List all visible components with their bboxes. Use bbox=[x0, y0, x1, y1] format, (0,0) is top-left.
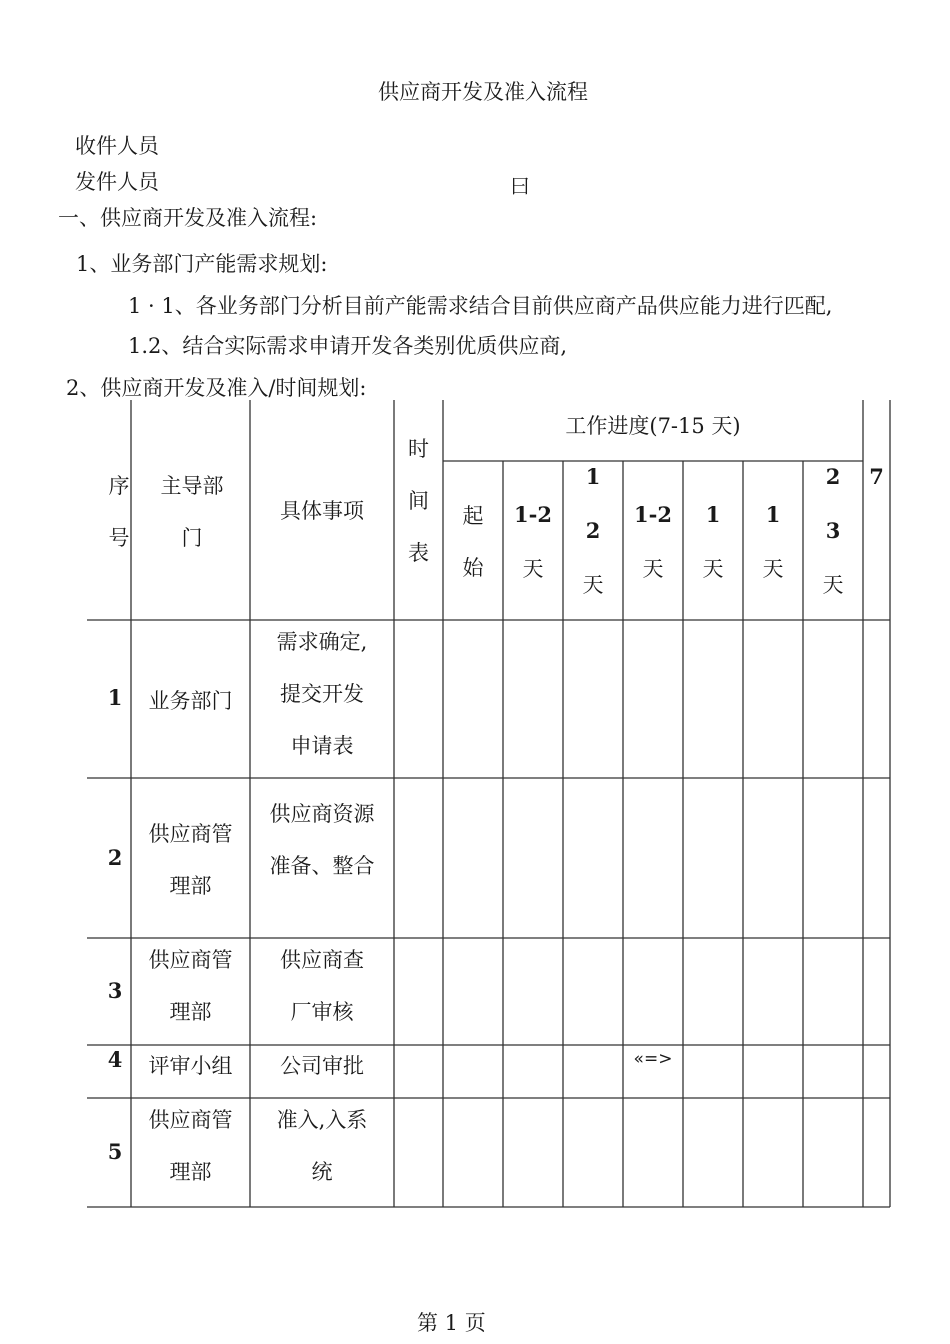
row-5-dept: 供应商管 理部 bbox=[148, 1108, 233, 1184]
day-col-6: 1 天 bbox=[762, 502, 784, 581]
date-char: 曰 bbox=[510, 174, 530, 198]
row-2-dept: 供应商管 理部 bbox=[148, 822, 233, 898]
row-4-arrow-marker: «=> bbox=[633, 1049, 673, 1069]
row-2-task: 供应商资源 准备、整合 bbox=[269, 802, 375, 878]
page-footer: 第 1 页 bbox=[417, 1311, 486, 1335]
row-1-no: 1 bbox=[107, 685, 123, 710]
day-col-8: 7 bbox=[869, 464, 884, 489]
document-title: 供应商开发及准入流程 bbox=[378, 80, 588, 104]
item-1-heading: 1、业务部门产能需求规划: bbox=[76, 252, 328, 276]
row-4-dept: 评审小组 bbox=[148, 1054, 233, 1078]
item-1-2-text: 1.2、结合实际需求申请开发各类别优质供应商, bbox=[128, 334, 568, 358]
header-dept: 主导部 门 bbox=[160, 474, 224, 550]
item-2-heading: 2、供应商开发及准入/时间规划: bbox=[66, 376, 367, 400]
day-col-3: 1 2 天 bbox=[582, 464, 604, 597]
row-3-dept: 供应商管 理部 bbox=[148, 948, 233, 1024]
header-item: 具体事项 bbox=[280, 499, 364, 523]
header-seq: 序 号 bbox=[108, 474, 130, 550]
row-3-no: 3 bbox=[107, 978, 123, 1003]
item-1-1-text: 1 · 1、各业务部门分析目前产能需求结合目前供应商产品供应能力进行匹配, bbox=[128, 294, 833, 318]
section-heading: 一、供应商开发及准入流程: bbox=[58, 206, 318, 230]
row-5-no: 5 bbox=[107, 1139, 123, 1164]
sender-label: 发件人员 bbox=[75, 170, 159, 194]
day-col-5: 1 天 bbox=[702, 502, 724, 581]
row-4-task: 公司审批 bbox=[280, 1054, 364, 1078]
day-col-4: 1-2 天 bbox=[634, 502, 672, 581]
day-col-2: 1-2 天 bbox=[514, 502, 552, 581]
row-3-task: 供应商查 厂审核 bbox=[280, 948, 364, 1024]
day-col-1: 起 始 bbox=[462, 504, 484, 580]
header-schedule: 时 间 表 bbox=[408, 437, 429, 565]
row-1-dept: 业务部门 bbox=[148, 689, 233, 713]
row-4-no: 4 bbox=[107, 1047, 123, 1072]
row-5-task: 准入,入系 统 bbox=[276, 1108, 368, 1184]
header-progress: 工作进度(7-15 天) bbox=[565, 414, 741, 438]
row-2-no: 2 bbox=[107, 845, 123, 870]
recipient-label: 收件人员 bbox=[75, 134, 159, 158]
row-1-task: 需求确定, 提交开发 申请表 bbox=[276, 630, 368, 758]
day-col-7: 2 3 天 bbox=[822, 464, 844, 597]
